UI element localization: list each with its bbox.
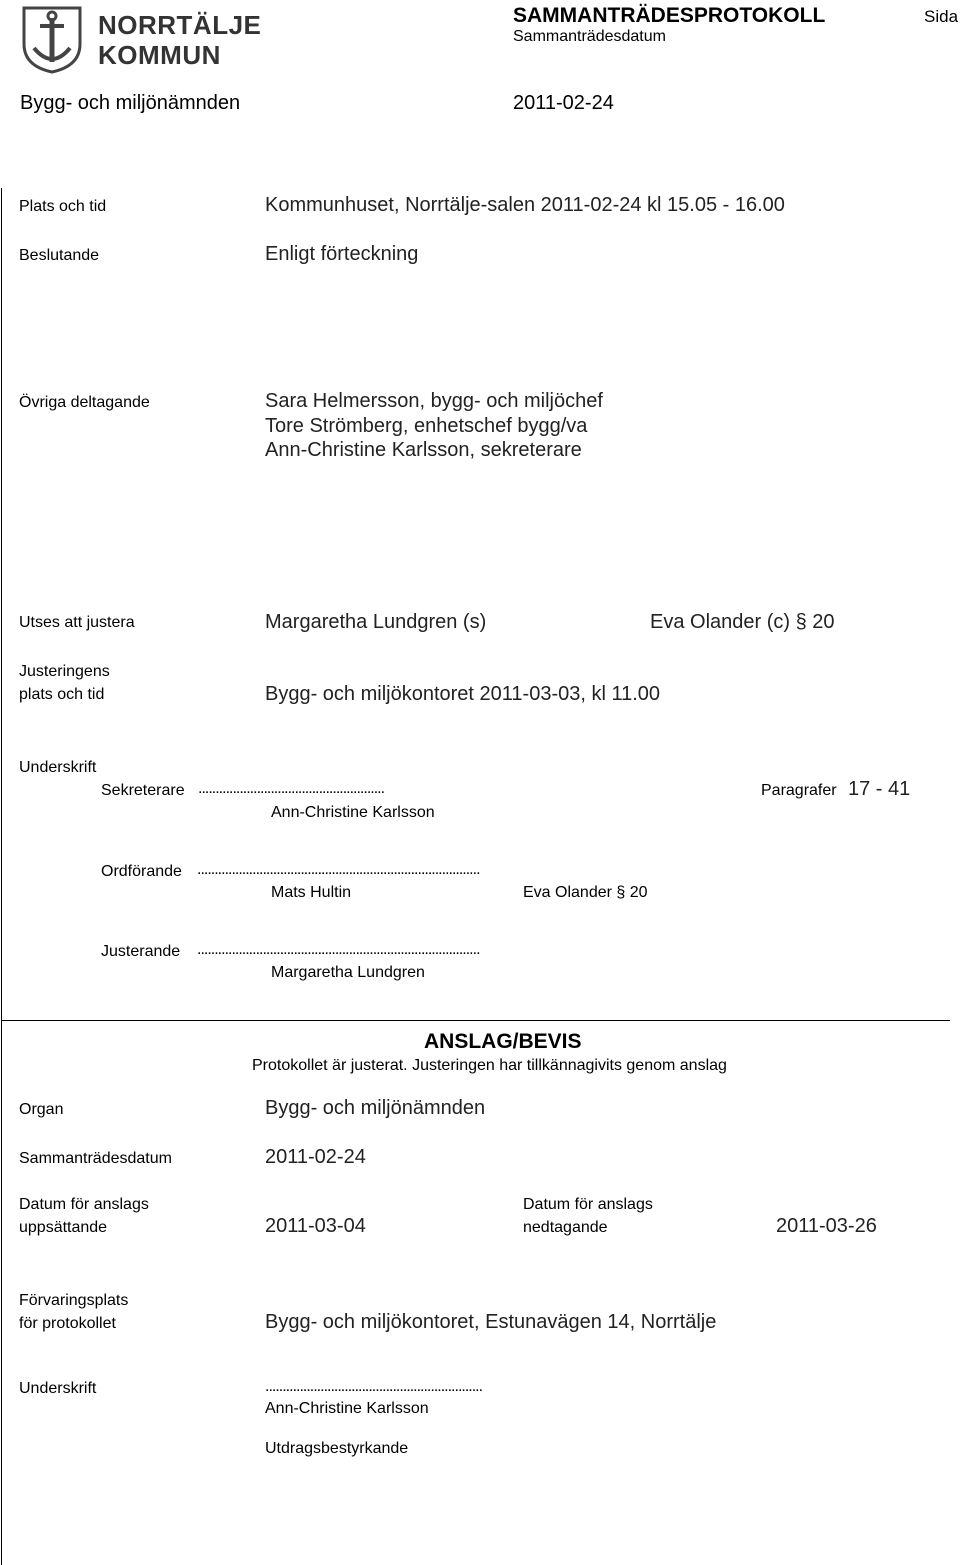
anslag-title: ANSLAG/BEVIS	[424, 1030, 582, 1053]
header-date: 2011-02-24	[513, 92, 614, 114]
sekreterare-label: Sekreterare	[101, 782, 185, 799]
beslutande-label: Beslutande	[19, 247, 100, 264]
ovriga-label: Övriga deltagande	[19, 394, 150, 411]
ordforande-name-1: Mats Hultin	[271, 884, 352, 901]
anslag-underskrift-name: Ann-Christine Karlsson	[265, 1400, 429, 1417]
organ-label: Organ	[19, 1101, 64, 1118]
frame-left-line	[1, 188, 2, 1565]
utses-label: Utses att justera	[19, 614, 135, 631]
ovriga-line-3: Ann-Christine Karlsson, sekreterare	[265, 439, 582, 461]
nedtagande-label-2: nedtagande	[523, 1219, 608, 1236]
organ-value: Bygg- och miljönämnden	[265, 1097, 486, 1119]
plats-value: Kommunhuset, Norrtälje-salen 2011-02-24 kl 15.05 - 16.00	[265, 194, 785, 216]
ordforande-label: Ordförande	[101, 863, 182, 880]
document-title: SAMMANTRÄDESPROTOKOLL	[513, 4, 826, 27]
beslutande-value: Enligt förteckning	[265, 243, 419, 265]
forvaringsplats-label-1: Förvaringsplats	[19, 1292, 129, 1309]
justeringens-label-2: plats och tid	[19, 686, 105, 703]
justeringens-value: Bygg- och miljökontoret 2011-03-03, kl 11.00	[265, 683, 661, 705]
sammantradesdatum-label: Sammanträdesdatum	[19, 1150, 172, 1167]
logo-line2: KOMMUN	[98, 40, 221, 70]
logo-line1: NORRTÄLJE	[98, 10, 262, 40]
nedtagande-label-1: Datum för anslags	[523, 1196, 653, 1213]
header-organ: Bygg- och miljönämnden	[20, 92, 241, 114]
ordforande-signature-line: ..................................................................................	[197, 861, 480, 878]
uppsattande-label-1: Datum för anslags	[19, 1196, 149, 1213]
logo-wordmark	[98, 10, 261, 70]
forvaringsplats-label-2: för protokollet	[19, 1315, 116, 1332]
ovriga-line-2: Tore Strömberg, enhetschef bygg/va	[265, 415, 588, 437]
uppsattande-value: 2011-03-04	[265, 1215, 366, 1237]
justeringens-label-1: Justeringens	[19, 663, 110, 680]
utses-value-1: Margaretha Lundgren (s)	[265, 611, 487, 633]
ovriga-line-1: Sara Helmersson, bygg- och miljöchef	[265, 390, 603, 412]
justerande-label: Justerande	[101, 943, 181, 960]
utdragsbestyrkande-label: Utdragsbestyrkande	[265, 1440, 409, 1457]
anchor-emblem-icon	[20, 4, 84, 74]
section-divider	[1, 1020, 950, 1021]
utses-value-2: Eva Olander (c) § 20	[650, 611, 835, 633]
forvaringsplats-value: Bygg- och miljökontoret, Estunavägen 14, Norrtälje	[265, 1311, 717, 1333]
ordforande-name-2: Eva Olander § 20	[523, 884, 648, 901]
document-subtitle: Sammanträdesdatum	[513, 28, 666, 45]
plats-label: Plats och tid	[19, 198, 107, 215]
justerande-name: Margaretha Lundgren	[271, 964, 425, 981]
anslag-subtitle: Protokollet är justerat. Justeringen har tillkännagivits genom anslag	[252, 1057, 727, 1074]
page-label: Sida	[924, 7, 959, 26]
underskrift-label: Underskrift	[19, 759, 97, 776]
anslag-signature-line: ...............................................................	[265, 1378, 483, 1395]
paragrafer-value: 17 - 41	[848, 778, 911, 800]
uppsattande-label-2: uppsättande	[19, 1219, 108, 1236]
justerande-signature-line: ..................................................................................	[197, 941, 480, 958]
sekreterare-signature-line: ......................................................	[198, 780, 385, 797]
sekreterare-name: Ann-Christine Karlsson	[271, 804, 435, 821]
municipality-logo	[20, 4, 262, 74]
nedtagande-value: 2011-03-26	[776, 1215, 877, 1237]
sammantradesdatum-value: 2011-02-24	[265, 1146, 366, 1168]
anslag-underskrift-label: Underskrift	[19, 1380, 97, 1397]
paragrafer-label: Paragrafer	[761, 782, 837, 799]
